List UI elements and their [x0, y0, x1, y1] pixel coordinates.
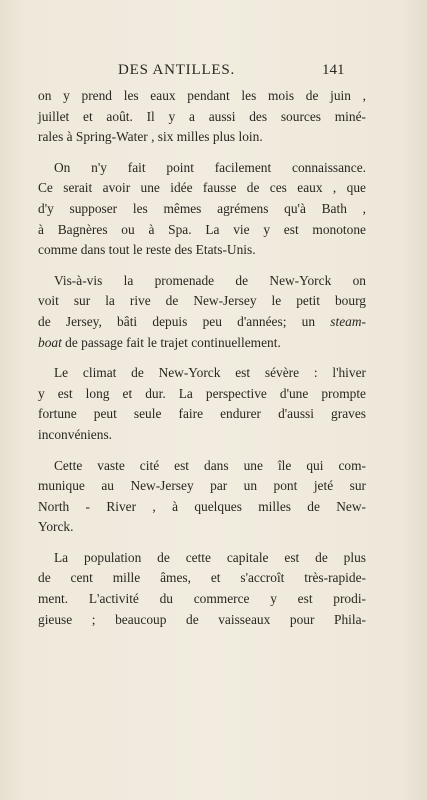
text-line: gieuse ; beaucoup de vaisseaux pour Phila- [38, 611, 366, 627]
text-line: d'y supposer les mêmes agrémens qu'à Bath , [38, 200, 366, 216]
page-header [0, 62, 427, 82]
running-title: DES ANTILLES. [118, 62, 236, 78]
text-line: de Jersey, bâti depuis peu d'années; un steam- [38, 313, 366, 329]
text-line: y est long et dur. La perspective d'une prompte [38, 385, 366, 401]
text-line: de cent mille âmes, et s'accroît très-rapide- [38, 570, 366, 586]
text-line: Yorck. [38, 519, 74, 535]
text-line: On n'y fait point facilement connaissance. [54, 159, 366, 175]
text-line: Vis-à-vis la promenade de New-Yorck on [54, 272, 366, 288]
page-number: 141 [322, 62, 345, 78]
text-line: comme dans tout le reste des Etats-Unis. [38, 242, 256, 258]
body-text [38, 86, 366, 640]
text-line: Ce serait avoir une idée fausse de ces eaux , que [38, 180, 366, 196]
text-line: munique au New-Jersey par un pont jeté sur [38, 478, 366, 494]
text-line: on y prend les eaux pendant les mois de juin , [38, 88, 366, 103]
text-line: boat de passage fait le trajet continuellement. [38, 334, 281, 350]
text-line: à Bagnères ou à Spa. La vie y est monotone [38, 221, 366, 237]
text-line: fortune peut seule faire endurer d'aussi graves [38, 406, 366, 422]
text-line: Le climat de New-Yorck est sévère : l'hiver [54, 365, 366, 381]
text-line: juillet et août. Il y a aussi des sources miné- [38, 108, 366, 124]
paragraph-4 [38, 363, 366, 445]
paragraph-5 [38, 456, 366, 538]
text-line: rales à Spring-Water , six milles plus loin. [38, 129, 263, 145]
paragraph-2 [38, 158, 366, 261]
text-line: voit sur la rive de New-Jersey le petit bourg [38, 293, 366, 309]
text-line: Cette vaste cité est dans une île qui com- [54, 457, 366, 473]
text-line: North - River , à quelques milles de New- [38, 498, 366, 514]
paragraph-3 [38, 271, 366, 353]
text-line: La population de cette capitale est de plus [54, 549, 366, 565]
paragraph-6 [38, 548, 366, 630]
paragraph-1 [38, 86, 366, 148]
text-line: ment. L'activité du commerce y est prodi- [38, 591, 366, 607]
text-line: inconvéniens. [38, 426, 113, 442]
